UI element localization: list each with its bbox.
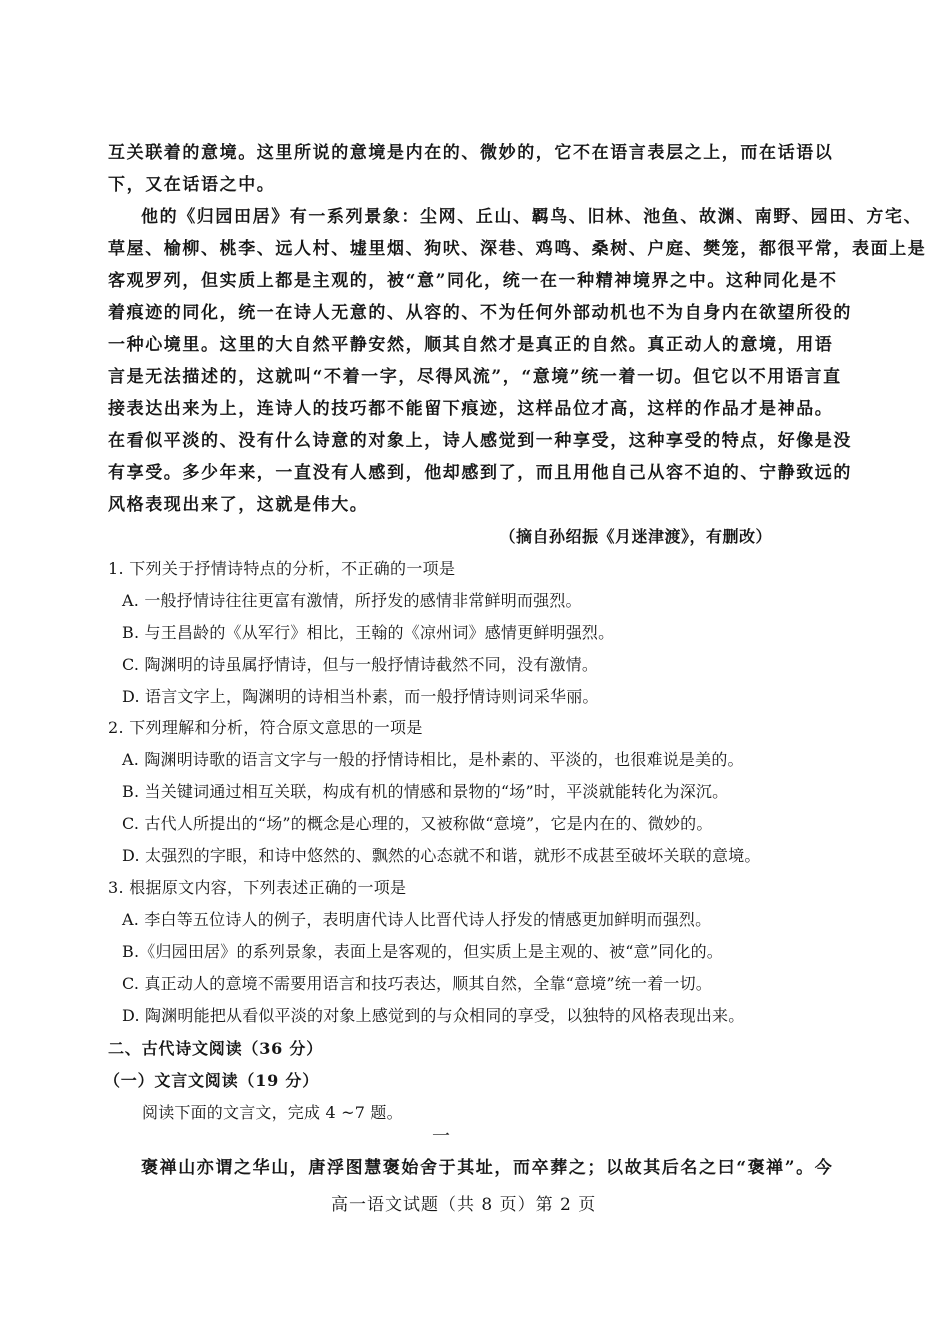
passage-line: 有享受。多少年来，一直没有人感到，他却感到了，而且用他自己从容不迫的、宁静致远的: [108, 463, 852, 483]
passage-line: 客观罗列，但实质上都是主观的，被“意”同化，统一在一种精神境界之中。这种同化是不: [108, 271, 838, 291]
passage-line: 一种心境里。这里的大自然平静安然，顺其自然才是真正的自然。真正动人的意境，用语: [108, 335, 834, 355]
question-3-option-b: B.《归园田居》的系列景象，表面上是客观的，但实质上是主观的、被“意”同化的。: [122, 942, 724, 961]
section-instruction: 阅读下面的文言文，完成 4 ~7 题。: [142, 1103, 403, 1122]
question-3-option-d: D. 陶渊明能把从看似平淡的对象上感觉到的与众相同的享受，以独特的风格表现出来。: [122, 1006, 745, 1025]
question-2-option-b: B. 当关键词通过相互关联，构成有机的情感和景物的“场”时，平淡就能转化为深沉。: [122, 782, 729, 801]
passage-line: 接表达出来为上，连诗人的技巧都不能留下痕迹，这样品位才高，这样的作品才是神品。: [108, 399, 834, 419]
passage-line: 在看似平淡的、没有什么诗意的对象上，诗人感觉到一种享受，这种享受的特点，好像是没: [108, 431, 852, 451]
question-1-option-c: C. 陶渊明的诗虽属抒情诗，但与一般抒情诗截然不同，没有激情。: [122, 655, 599, 674]
passage-line: 互关联着的意境。这里所说的意境是内在的、微妙的，它不在语言表层之上，而在话语以: [108, 143, 834, 163]
passage-line: 他的《归园田居》有一系列景象：尘网、丘山、羁鸟、旧林、池鱼、故渊、南野、园田、方宅、: [141, 207, 923, 227]
passage-line: 风格表现出来了，这就是伟大。: [108, 495, 369, 515]
question-2-option-d: D. 太强烈的字眼，和诗中悠然的、飘然的心态就不和谐，就形不成甚至破坏关联的意境。: [122, 846, 761, 865]
question-1-option-b: B. 与王昌龄的《从军行》相比，王翰的《凉州词》感情更鲜明强烈。: [122, 623, 615, 642]
passage-number-marker: 一: [432, 1126, 450, 1147]
question-2-option-c: C. 古代人所提出的“场”的概念是心理的，又被称做“意境”，它是内在的、微妙的。: [122, 814, 713, 833]
classical-text-line: 褒禅山亦谓之华山，唐浮图慧褒始舍于其址，而卒葬之；以故其后名之曰“褒禅”。今: [141, 1158, 834, 1178]
passage-line: 下，又在话语之中。: [108, 175, 276, 195]
section-heading: 二、古代诗文阅读（36 分）: [108, 1039, 324, 1058]
question-1-option-d: D. 语言文字上，陶渊明的诗相当朴素，而一般抒情诗则词采华丽。: [122, 687, 599, 706]
question-1-stem: 1. 下列关于抒情诗特点的分析，不正确的一项是: [108, 559, 456, 578]
passage-source: （摘自孙绍振《月迷津渡》，有删改）: [499, 527, 772, 546]
page-footer: 高一语文试题（共 8 页）第 2 页: [331, 1195, 597, 1215]
question-2-stem: 2. 下列理解和分析，符合原文意思的一项是: [108, 718, 423, 737]
question-2-option-a: A. 陶渊明诗歌的语言文字与一般的抒情诗相比，是朴素的、平淡的，也很难说是美的。: [122, 750, 744, 769]
question-1-option-a: A. 一般抒情诗往往更富有激情，所抒发的感情非常鲜明而强烈。: [122, 591, 582, 610]
question-3-option-c: C. 真正动人的意境不需要用语言和技巧表达，顺其自然，全靠“意境”统一着一切。: [122, 974, 713, 993]
question-3-stem: 3. 根据原文内容，下列表述正确的一项是: [108, 878, 407, 897]
passage-line: 着痕迹的同化，统一在诗人无意的、从容的、不为任何外部动机也不为自身内在欲望所役的: [108, 303, 852, 323]
question-3-option-a: A. 李白等五位诗人的例子，表明唐代诗人比晋代诗人抒发的情感更加鲜明而强烈。: [122, 910, 712, 929]
passage-line: 言是无法描述的，这就叫“不着一字，尽得风流”，“意境”统一着一切。但它以不用语言直: [108, 367, 842, 387]
passage-line: 草屋、榆柳、桃李、远人村、墟里烟、狗吠、深巷、鸡鸣、桑树、户庭、樊笼，都很平常，表面上是: [108, 239, 927, 259]
subsection-heading: （一）文言文阅读（19 分）: [104, 1071, 320, 1090]
